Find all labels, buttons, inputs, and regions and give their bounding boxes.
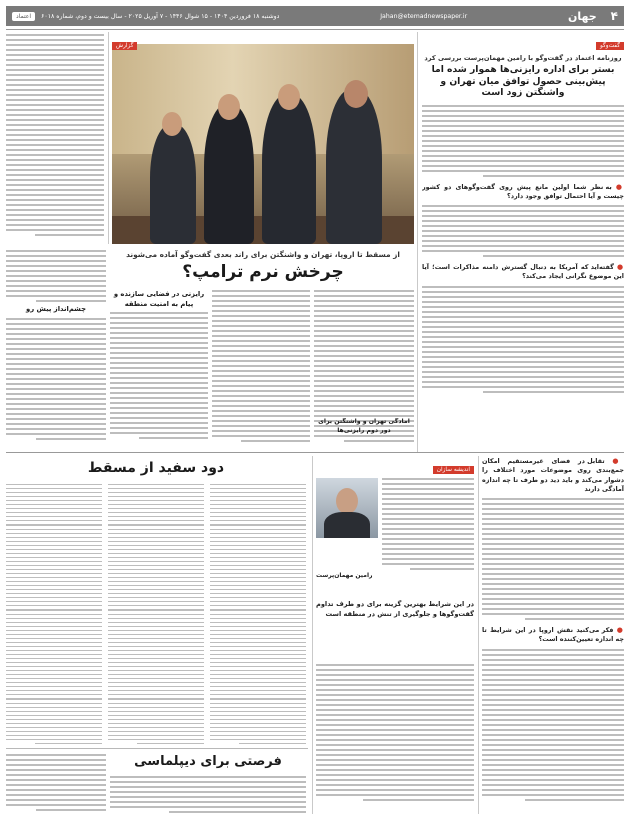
interview-question-3: ● فکر می‌کنید نقش اروپا در این شرایط تا چه اندازه تعیین‌کننده است؟ <box>482 626 624 644</box>
bottom-left-headline: دود سفید از مسقط <box>87 460 225 476</box>
expert-box-quote: در این شرایط بهترین گزینه برای دو طرف تداوم گفت‌وگوها و جلوگیری از تنش در منطقه است <box>316 600 474 618</box>
page-header <box>6 6 624 26</box>
interview-intro-text <box>422 105 624 177</box>
expert-box-tag: اندیشه سازان <box>433 466 474 474</box>
lead-headline: بستر برای اداره رایزنی‌ها هموار شده اما پیش‌بینی حصول توافق میان تهران و واشنگتن زود است <box>431 64 615 98</box>
report-body-column-2 <box>212 290 310 448</box>
expert-column <box>482 456 624 814</box>
interview-column <box>422 32 624 448</box>
bottom-mid-headline: فرصتی برای دیپلماسی <box>134 754 282 769</box>
report-body-column-3 <box>110 290 208 448</box>
expert-photo <box>316 478 378 538</box>
newspaper-logo: اعتماد <box>12 12 35 21</box>
website-link[interactable]: Jahan@etemadnewspaper.ir <box>380 12 468 20</box>
interview-answer-1 <box>422 205 624 257</box>
report-tag: گزارش <box>112 42 137 50</box>
bottom-mid-body-2 <box>110 776 306 814</box>
expert-box-body <box>316 664 474 812</box>
expert-pullquote: ● تقابل در فضای غیرمستقیم امکان جمع‌بندی روی موضوعات مورد اختلاف را دشوار می‌کند و باید دید دو طرف تا چه اندازه آمادگی دارند <box>482 457 624 493</box>
expert-photo-caption: رامین مهمان‌پرست <box>316 572 373 579</box>
bottom-mid-body <box>6 754 106 814</box>
report-body-column-4 <box>6 250 106 448</box>
dateline: دوشنبه ۱۸ فروردین ۱۴۰۴ - ۱۵ شوال ۱۴۴۶ - ۷ آوریل ۲۰۲۵ - سال بیست و دوم، شماره ۶۰۱۸ <box>41 12 280 20</box>
lead-kicker: روزنامه اعتماد در گفت‌وگو با رامین مهمان‌پرست بررسی کرد <box>424 54 622 62</box>
report-kicker: از مسقط تا اروپا، تهران و واشنگتن برای راند بعدی گفت‌وگو آماده می‌شوند <box>126 250 400 259</box>
report-left-column <box>6 34 104 244</box>
report-subhead-2: چشم‌انداز پیش رو <box>25 305 86 313</box>
page-number: ۴ <box>610 9 618 23</box>
interview-answer-2 <box>422 286 624 393</box>
interview-question-2: ● گفته‌اید که آمریکا به دنبال گسترش دامنه مذاکرات است؛ آیا این موضوع نگرانی ایجاد می‌کند؟ <box>422 263 624 281</box>
report-subhead-1: رایزنی در فضایی سازنده و پیام به امنیت منطقه <box>113 290 205 308</box>
meeting-photo <box>112 44 414 244</box>
bottom-left-body <box>6 484 306 744</box>
report-side-subhead: آمادگی تهران و واشنگتن برای دور دوم رایزنی‌ها <box>318 418 410 434</box>
expert-box <box>316 456 474 596</box>
interview-tag: گفت‌وگو <box>596 42 624 50</box>
interview-question-1: ● به نظر شما اولین مانع پیش روی گفت‌وگوهای دو کشور چیست و آیا احتمال توافق وجود دارد؟ <box>422 182 624 200</box>
section-name: جهان <box>567 9 597 23</box>
report-headline: چرخش نرم ترامپ؟ <box>182 262 344 282</box>
